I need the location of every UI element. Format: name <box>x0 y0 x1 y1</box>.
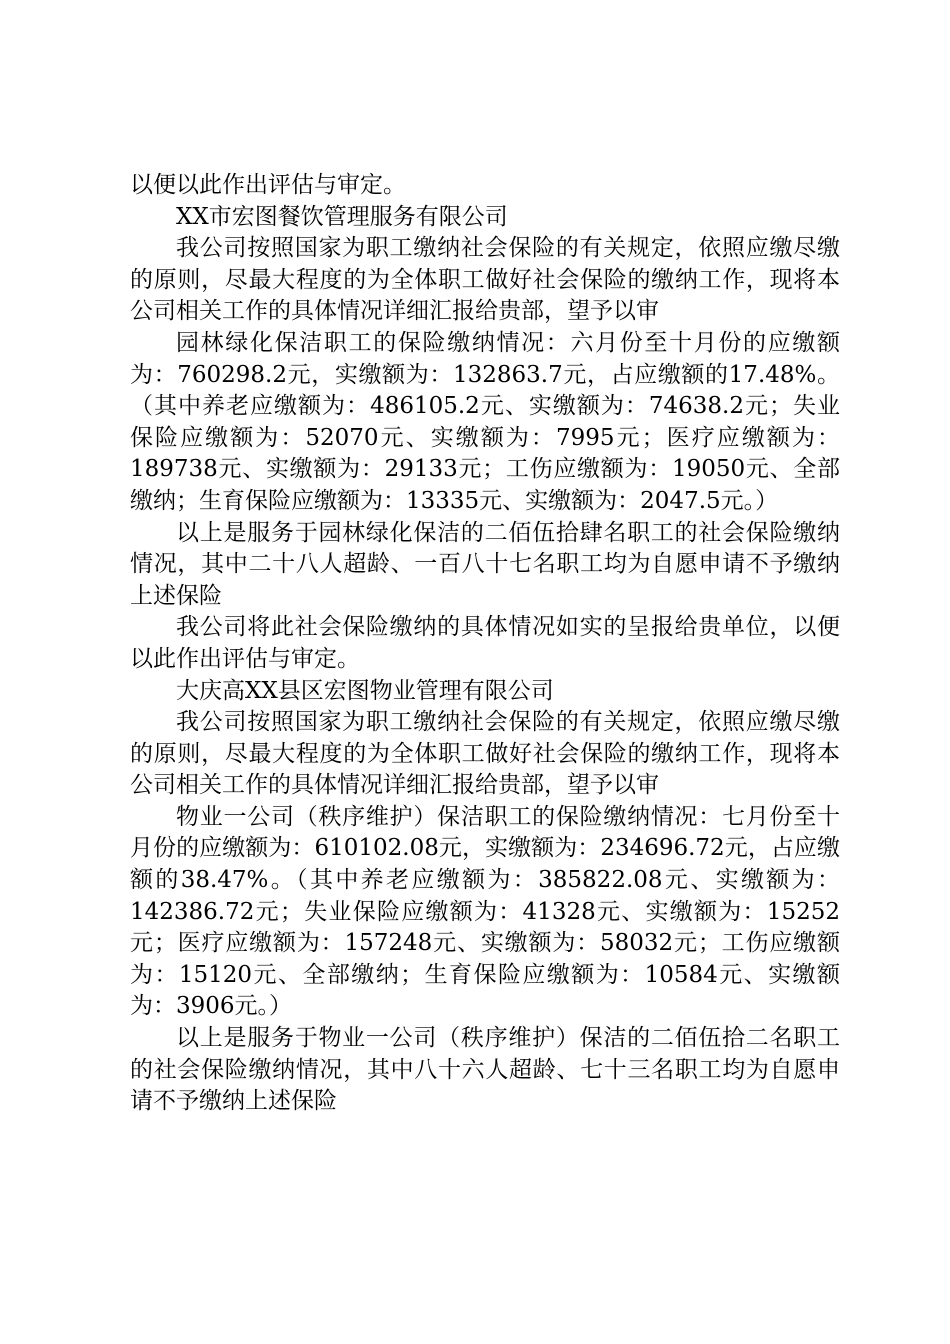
paragraph-intro-catering: 我公司按照国家为职工缴纳社会保险的有关规定，依照应缴尽缴的原则，尽最大程度的为全体职工做好社会保险的缴纳工作，现将本公司相关工作的具体情况详细汇报给贵部，望予以审 <box>130 235 840 325</box>
paragraph-property-insurance: 物业一公司（秩序维护）保洁职工的保险缴纳情况：七月份至十月份的应缴额为：610102.08元，实缴额为：234696.72元，占应缴额的38.47%。（其中养老应缴额为：385822.08元、实缴额为：142386.72元；失业保险应缴额为：41328元、实缴额为：15252元；医疗应缴额为：157248元、实缴额为：58032元；工伤应缴额为：15120元、全部缴纳；生育保险应缴额为：10584元、实缴额为：3906元。） <box>130 803 840 1020</box>
document-body <box>130 170 840 1118</box>
paragraph-landscaping-insurance: 园林绿化保洁职工的保险缴纳情况：六月份至十月份的应缴额为：760298.2元，实缴额为：132863.7元，占应缴额的17.48%。（其中养老应缴额为：486105.2元、实缴额为：74638.2元；失业保险应缴额为：52070元、实缴额为：7995元；医疗应缴额为：189738元、实缴额为：29133元；工伤应缴额为：19050元、全部缴纳；生育保险应缴额为：13335元、实缴额为：2047.5元。） <box>130 329 840 514</box>
paragraph-property-summary: 以上是服务于物业一公司（秩序维护）保洁的二佰伍拾二名职工的社会保险缴纳情况，其中八十六人超龄、七十三名职工均为自愿申请不予缴纳上述保险 <box>130 1025 840 1115</box>
paragraph-landscaping-summary: 以上是服务于园林绿化保洁的二佰伍拾肆名职工的社会保险缴纳情况，其中二十八人超龄、一百八十七名职工均为自愿申请不予缴纳上述保险 <box>130 519 840 609</box>
paragraph-intro-property: 我公司按照国家为职工缴纳社会保险的有关规定，依照应缴尽缴的原则，尽最大程度的为全体职工做好社会保险的缴纳工作，现将本公司相关工作的具体情况详细汇报给贵部，望予以审 <box>130 709 840 799</box>
paragraph-report-closing: 我公司将此社会保险缴纳的具体情况如实的呈报给贵单位，以便以此作出评估与审定。 <box>130 614 840 672</box>
company-name-property: 大庆高XX县区宏图物业管理有限公司 <box>176 677 554 704</box>
paragraph-continuation: 以便以此作出评估与审定。 <box>130 172 406 198</box>
company-name-catering: XX市宏图餐饮管理服务有限公司 <box>176 203 508 230</box>
